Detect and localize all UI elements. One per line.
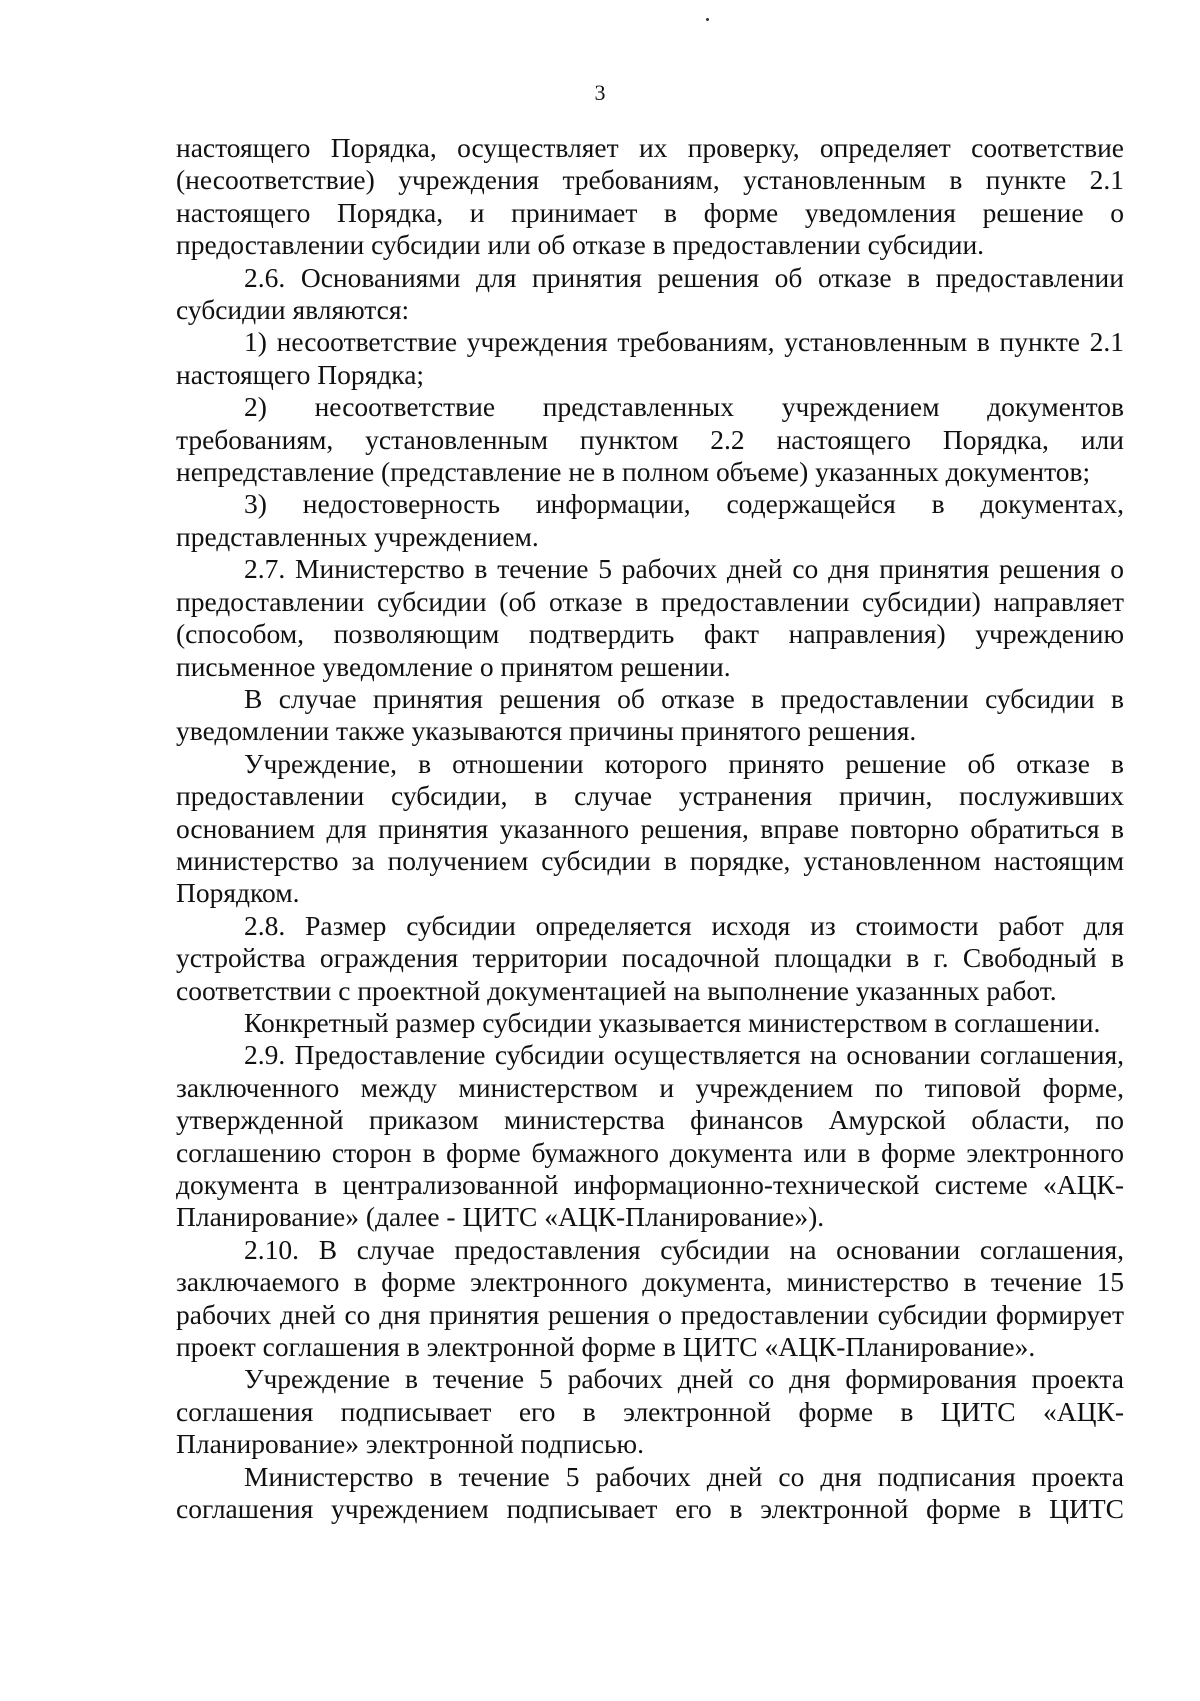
document-body [176,132,1124,1525]
paragraph-reapply: Учреждение, в отношении которого принято решение об отказе в предоставлении субсидии, в случае устранения причин, послуживших основанием для принятия указанного решения, вправе повторно обратиться в министерство за получением субсидии в порядке, установленном настоящим Порядком. [176,747,1124,909]
paragraph-subsidy-amount: Конкретный размер субсидии указывается министерством в соглашении. [244,1006,1101,1038]
paragraph-ministry-signs: Министерство в течение 5 рабочих дней со дня подписания проекта соглашения учреждением подписывает его в электронной форме в ЦИТС [176,1460,1124,1525]
paragraph-2-6: 2.6. Основаниями для принятия решения об отказе в предоставлении субсидии являются: [176,261,1124,326]
page-number: 3 [594,80,606,105]
paragraph-2-9: 2.9. Предоставление субсидии осуществляется на основании соглашения, заключенного между министерством и учреждением по типовой форме, утвержденной приказом министерства финансов Амурской области, по соглашению сторон в форме бумажного документа или в форме электронного документа в централизованной информационно-технической системе «АЦК-Планирование» (далее - ЦИТС «АЦК-Планирование»). [176,1039,1124,1233]
paragraph-continuation: настоящего Порядка, осуществляет их проверку, определяет соответствие (несоответствие) учреждения требованиям, установленным в пункте 2.1 настоящего Порядка, и принимает в форме уведомления решение о предоставлении субсидии или об отказе в предоставлении субсидии. [176,132,1124,261]
paragraph-institution-signs: Учреждение в течение 5 рабочих дней со дня формирования проекта соглашения подписывает его в электронной форме в ЦИТС «АЦК-Планирование» электронной подписью. [176,1363,1124,1460]
list-item-2: 2) несоответствие представленных учреждением документов требованиям, установленным пунктом 2.2 настоящего Порядка, или непредставление (представление не в полном объеме) указанных документов; [176,391,1124,488]
paragraph-2-10: 2.10. В случае предоставления субсидии на основании соглашения, заключаемого в форме электронного документа, министерство в течение 15 рабочих дней со дня принятия решения о предоставлении субсидии формирует проект соглашения в электронной форме в ЦИТС «АЦК-Планирование». [176,1233,1124,1363]
paragraph-2-8: 2.8. Размер субсидии определяется исходя из стоимости работ для устройства ограждения территории посадочной площадки в г. Свободный в соответствии с проектной документацией на выполнение указанных работ. [176,909,1124,1006]
paragraph-refusal-reasons: В случае принятия решения об отказе в предоставлении субсидии в уведомлении также указываются причины принятого решения. [176,682,1124,747]
paragraph-2-7: 2.7. Министерство в течение 5 рабочих дней со дня принятия решения о предоставлении субсидии (об отказе в предоставлении субсидии) направляет (способом, позволяющим подтвердить факт направления) учреждению письменное уведомление о принятом решении. [176,553,1124,682]
scan-speck [706,18,709,21]
list-item-3: 3) недостоверность информации, содержащейся в документах, представленных учреждением. [176,488,1124,552]
list-item-1: 1) несоответствие учреждения требованиям, установленным в пункте 2.1 настоящего Порядка; [176,326,1124,390]
